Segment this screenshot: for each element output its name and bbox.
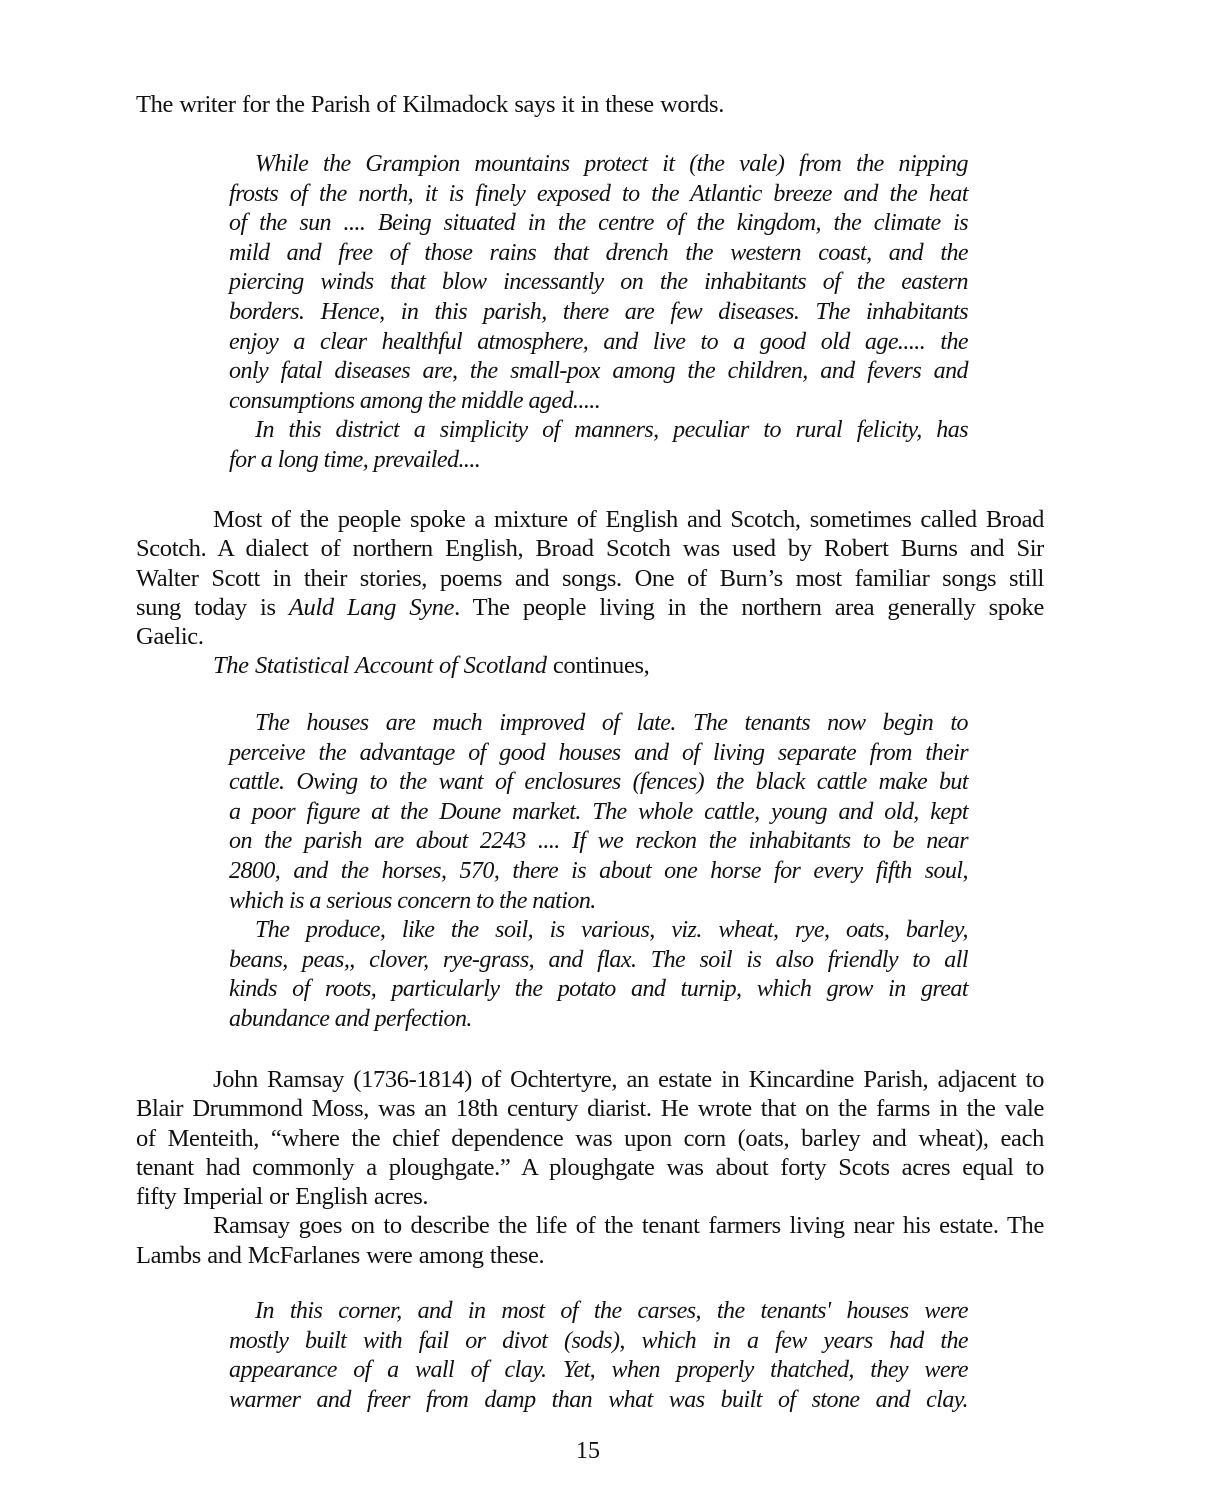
quote-line: piercing winds that blow incessantly on the inhabitants of the eastern <box>229 269 968 296</box>
text-line: Gaelic. <box>136 623 204 651</box>
text-line: Blair Drummond Moss, was an 18th century diarist. He wrote that on the farms in the vale <box>136 1095 1044 1123</box>
quote-line: enjoy a clear healthful atmosphere, and live to a good old age..... the <box>229 328 968 355</box>
quote-line: abundance and perfection. <box>229 1005 472 1032</box>
block-quote-houses <box>229 709 968 1035</box>
text-line: Walter Scott in their stories, poems and songs. One of Burn’s most familiar songs still <box>136 564 1044 592</box>
text-line: The writer for the Parish of Kilmadock says it in these words. <box>136 91 724 118</box>
quote-line: While the Grampion mountains protect it (the vale) from the nipping <box>255 151 968 177</box>
quote-line: kinds of roots, particularly the potato and turnip, which grow in great <box>229 976 968 1003</box>
quote-line: perceive the advantage of good houses and of living separate from their <box>229 739 968 766</box>
text-line: fifty Imperial or English acres. <box>136 1183 429 1211</box>
quote-line: In this district a simplicity of manners, peculiar to rural felicity, has <box>255 417 968 444</box>
text-line: Ramsay goes on to describe the life of the tenant farmers living near his estate. The <box>213 1212 1044 1240</box>
quote-line: cattle. Owing to the want of enclosures (fences) the black cattle make but <box>229 769 968 796</box>
intro-paragraph <box>136 90 1044 119</box>
quote-line: consumptions among the middle aged..... <box>229 387 601 414</box>
text-line: tenant had commonly a ploughgate.” A ploughgate was about forty Scots acres equal to <box>136 1153 1044 1181</box>
quote-line: of the sun .... Being situated in the centre of the kingdom, the climate is <box>229 210 968 237</box>
quote-line: only fatal diseases are, the small-pox among the children, and fevers and <box>229 358 968 385</box>
text-segment: continues, <box>546 652 650 680</box>
quote-line: appearance of a wall of clay. Yet, when properly thatched, they were <box>229 1357 968 1384</box>
quote-line: The houses are much improved of late. The tenants now begin to <box>255 710 968 736</box>
block-quote-carses <box>229 1297 968 1415</box>
quote-line: beans, peas,, clover, rye-grass, and flax. The soil is also friendly to all <box>229 946 968 973</box>
text-line: Lambs and McFarlanes were among these. <box>136 1241 545 1269</box>
quote-line: borders. Hence, in this parish, there are few diseases. The inhabitants <box>229 298 968 325</box>
quote-line: The produce, like the soil, is various, viz. wheat, rye, oats, barley, <box>255 917 968 944</box>
quote-line: mostly built with fail or divot (sods), which in a few years had the <box>229 1327 968 1354</box>
text-line: of Menteith, “where the chief dependence was upon corn (oats, barley and wheat), each <box>136 1124 1044 1152</box>
quote-line: a poor figure at the Doune market. The whole cattle, young and old, kept <box>229 798 968 825</box>
ramsay-paragraph <box>136 1065 1044 1270</box>
quote-line: on the parish are about 2243 .... If we reckon the inhabitants to be near <box>229 828 968 855</box>
quote-line: frosts of the north, it is finely exposed to the Atlantic breeze and the heat <box>229 180 968 207</box>
quote-line: which is a serious concern to the nation. <box>229 887 596 914</box>
text-segment: . The people living in the northern area generally spoke <box>454 593 1044 621</box>
quote-line: 2800, and the horses, 570, there is about one horse for every fifth soul, <box>229 857 968 884</box>
page-number: 15 <box>576 1438 600 1464</box>
quote-line: In this corner, and in most of the carses, the tenants' houses were <box>255 1298 968 1324</box>
text-line: Most of the people spoke a mixture of English and Scotch, sometimes called Broad <box>213 506 1044 533</box>
block-quote-kilmadock <box>229 150 968 476</box>
language-paragraph <box>136 505 1044 681</box>
quote-line: warmer and freer from damp than what was built of stone and clay. <box>229 1386 968 1413</box>
book-title: The Statistical Account of Scotland <box>213 652 547 680</box>
quote-line: for a long time, prevailed.... <box>229 446 481 473</box>
text-line: John Ramsay (1736-1814) of Ochtertyre, an estate in Kincardine Parish, adjacent to <box>213 1066 1044 1093</box>
text-line <box>136 593 1044 622</box>
quote-line: mild and free of those rains that drench the western coast, and the <box>229 239 968 266</box>
song-title: Auld Lang Syne <box>288 593 455 621</box>
text-line: Scotch. A dialect of northern English, Broad Scotch was used by Robert Burns and Sir <box>136 535 1044 563</box>
text-line <box>136 651 1044 680</box>
text-segment: sung today is <box>136 593 289 621</box>
